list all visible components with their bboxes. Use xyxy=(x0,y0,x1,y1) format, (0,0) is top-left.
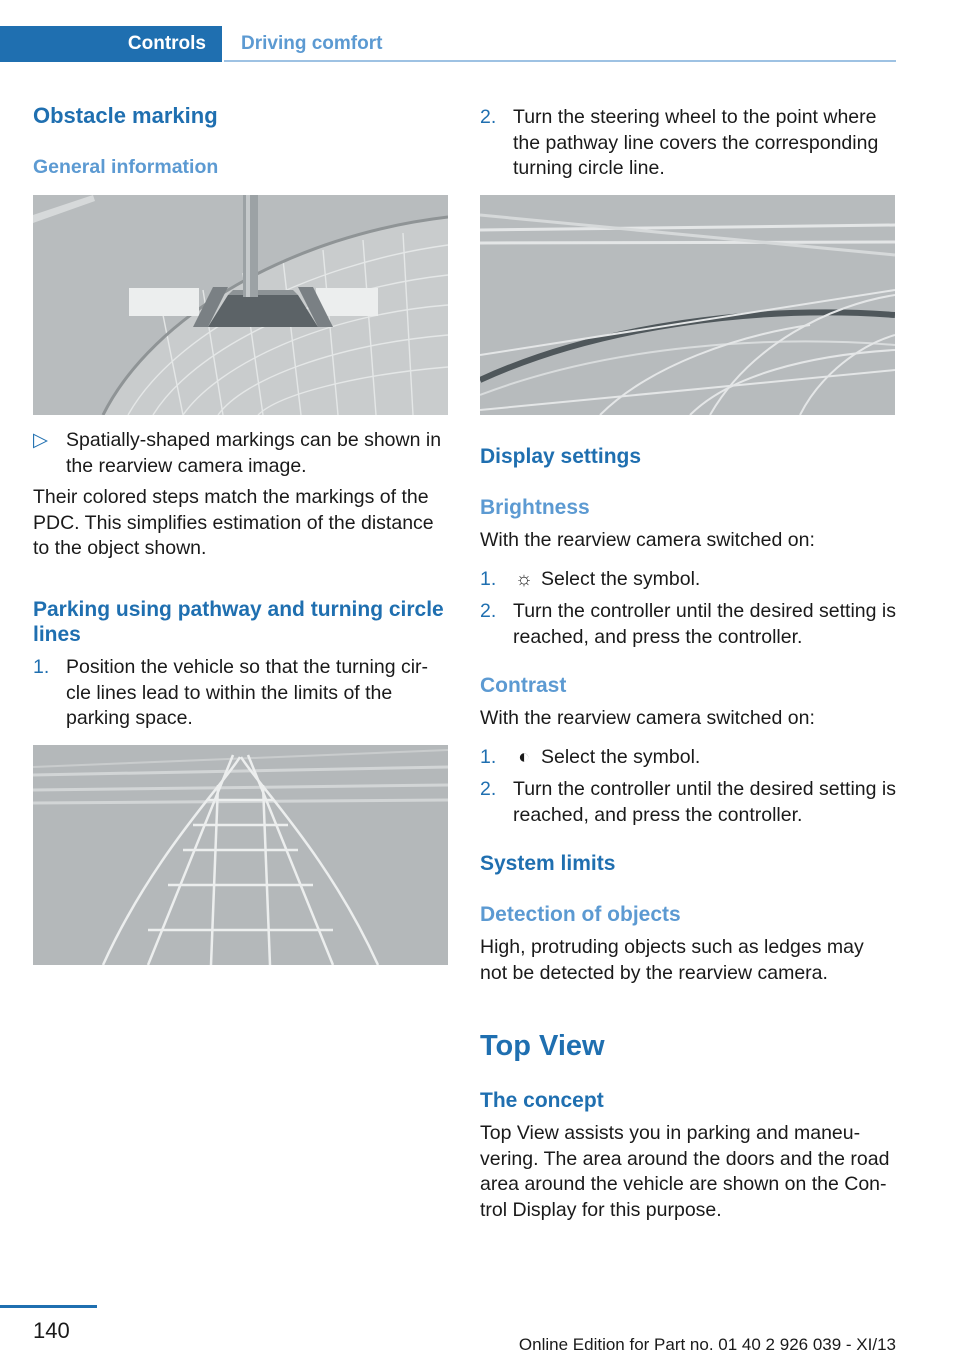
step-text: Turn the steering wheel to the point where the pathway line covers the corresponding turning circle line. xyxy=(513,106,879,179)
step-text: Position the vehicle so that the turning cir-cle lines lead to within the limits of the parking space. xyxy=(66,656,429,729)
tab-driving-comfort[interactable] xyxy=(224,26,382,62)
header-divider xyxy=(224,60,896,62)
tab-controls[interactable] xyxy=(0,26,222,62)
heading-general-information: General information xyxy=(33,156,219,178)
step-number: 2. xyxy=(480,778,497,800)
page-number: 140 xyxy=(33,1318,70,1343)
heading-parking-pathway: Parking using pathway and turning circle lines xyxy=(33,598,444,646)
step-number: 2. xyxy=(480,600,497,622)
heading-display-settings: Display settings xyxy=(480,445,642,468)
step-number: 1. xyxy=(33,656,50,678)
step-text: Turn the controller until the desired setting is reached, and press the controller. xyxy=(513,600,896,648)
concept-text: Top View assists you in parking and maneu-vering. The area around the doors and the road area around the vehicle are shown on the Con-trol Display for this purpose. xyxy=(480,1122,890,1221)
heading-detection-of-objects: Detection of objects xyxy=(480,903,681,926)
contrast-step-turn-controller xyxy=(480,777,896,828)
bullet-text: Spatially-shaped markings can be shown in the rearview camera image. xyxy=(66,429,442,477)
pathway-line-image xyxy=(480,195,895,415)
step-text: Turn the controller until the desired setting is reached, and press the controller. xyxy=(513,778,896,826)
edition-info: Online Edition for Part no. 01 40 2 926 039 - XI/13 xyxy=(518,1335,896,1354)
step-text: Select the symbol. xyxy=(541,568,701,590)
step-number: 1. xyxy=(480,568,497,590)
footer-divider xyxy=(0,1305,97,1308)
detection-text: High, protruding objects such as ledges may not be detected by the rearview camera. xyxy=(480,936,864,984)
turning-circle-lines-image xyxy=(33,745,448,965)
brightness-step-select-symbol xyxy=(480,567,896,593)
heading-top-view: Top View xyxy=(480,1030,605,1062)
step-position-vehicle xyxy=(33,655,451,732)
heading-the-concept: The concept xyxy=(480,1089,604,1112)
contrast-intro: With the rearview camera switched on: xyxy=(480,707,815,729)
heading-brightness: Brightness xyxy=(480,496,590,519)
step-text: Select the symbol. xyxy=(541,746,701,768)
heading-system-limits: System limits xyxy=(480,852,616,875)
bullet-marker: ▷ xyxy=(33,429,48,451)
tab-driving-comfort-label: Driving comfort xyxy=(241,33,383,54)
step-number: 2. xyxy=(480,106,497,128)
contrast-step-select-symbol xyxy=(480,745,896,771)
paragraph-colored-steps: Their colored steps match the markings of the PDC. This simplifies estimation of the distance to the object shown. xyxy=(33,486,434,559)
tab-controls-label: Controls xyxy=(127,33,206,54)
contrast-icon: ◐ xyxy=(518,746,530,768)
brightness-step-turn-controller xyxy=(480,599,896,650)
heading-obstacle-marking: Obstacle marking xyxy=(33,103,218,128)
bullet-spatial-markings xyxy=(33,428,448,479)
brightness-intro: With the rearview camera switched on: xyxy=(480,529,815,551)
brightness-icon: ☼ xyxy=(515,568,533,590)
step-number: 1. xyxy=(480,746,497,768)
step-turn-steering-wheel xyxy=(480,105,896,182)
heading-contrast: Contrast xyxy=(480,674,567,697)
obstacle-marking-image xyxy=(33,195,448,415)
